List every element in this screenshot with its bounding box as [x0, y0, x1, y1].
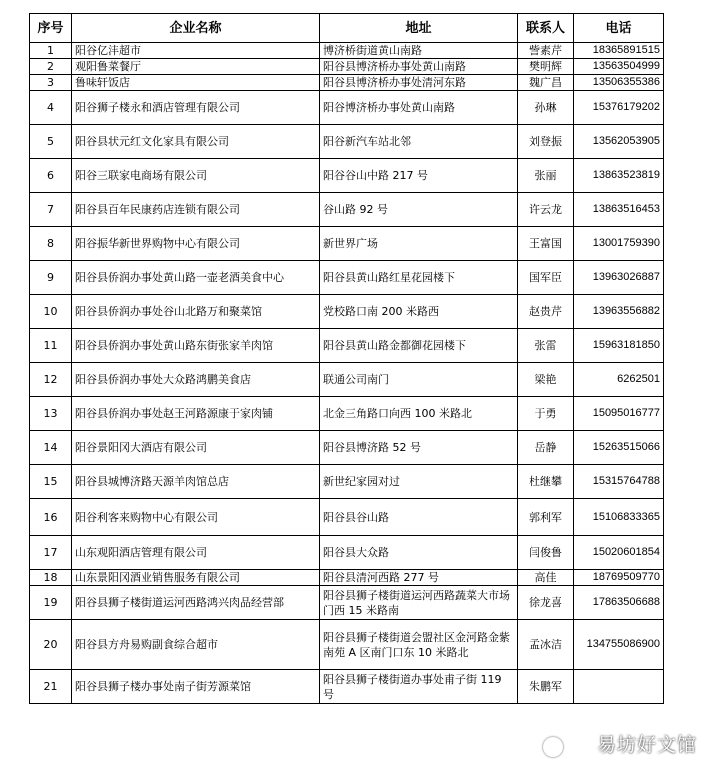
enterprise-table	[29, 13, 664, 704]
cell-address: 阳谷县博济路 52 号	[320, 431, 518, 465]
cell-seq: 3	[30, 75, 72, 91]
cell-phone: 18365891515	[574, 43, 664, 59]
cell-seq: 4	[30, 91, 72, 125]
cell-phone: 18769509770	[574, 570, 664, 586]
cell-phone: 15263515066	[574, 431, 664, 465]
cell-phone: 17863506688	[574, 586, 664, 620]
cell-seq: 16	[30, 499, 72, 536]
table-row	[30, 329, 664, 363]
cell-address: 阳谷县大众路	[320, 536, 518, 570]
cell-contact: 高佳	[518, 570, 574, 586]
cell-name: 阳谷县侨润办事处谷山北路万和聚菜馆	[72, 295, 320, 329]
cell-address: 阳谷博济桥办事处黄山南路	[320, 91, 518, 125]
cell-name: 阳谷县狮子楼办事处南子街芳源菜馆	[72, 670, 320, 704]
table-row	[30, 75, 664, 91]
cell-phone: 15963181850	[574, 329, 664, 363]
table-row	[30, 586, 664, 620]
cell-contact: 张丽	[518, 159, 574, 193]
cell-contact: 魏广昌	[518, 75, 574, 91]
watermark-logo-icon	[543, 737, 563, 757]
cell-name: 鲁味轩饭店	[72, 75, 320, 91]
cell-phone: 15106833365	[574, 499, 664, 536]
cell-name: 山东景阳冈酒业销售服务有限公司	[72, 570, 320, 586]
cell-contact: 徐龙喜	[518, 586, 574, 620]
header-phone: 电话	[574, 14, 664, 43]
table-row	[30, 431, 664, 465]
cell-name: 山东观阳酒店管理有限公司	[72, 536, 320, 570]
cell-address: 阳谷新汽车站北邻	[320, 125, 518, 159]
cell-address: 阳谷县清河西路 277 号	[320, 570, 518, 586]
cell-seq: 2	[30, 59, 72, 75]
cell-address: 阳谷县狮子楼街道办事处甫子街 119 号	[320, 670, 518, 704]
cell-phone: 13963556882	[574, 295, 664, 329]
table-row	[30, 261, 664, 295]
cell-name: 阳谷亿沣超市	[72, 43, 320, 59]
cell-contact: 赵贵芹	[518, 295, 574, 329]
cell-contact: 朱鹏军	[518, 670, 574, 704]
cell-name: 阳谷狮子楼永和酒店管理有限公司	[72, 91, 320, 125]
cell-phone: 13562053905	[574, 125, 664, 159]
cell-contact: 闫俊鲁	[518, 536, 574, 570]
table-row	[30, 125, 664, 159]
cell-address: 新世纪家园对过	[320, 465, 518, 499]
cell-seq: 14	[30, 431, 72, 465]
cell-contact: 孙琳	[518, 91, 574, 125]
cell-name: 阳谷县侨润办事处大众路鸿鹏美食店	[72, 363, 320, 397]
table-row	[30, 570, 664, 586]
table-row	[30, 295, 664, 329]
cell-seq: 6	[30, 159, 72, 193]
cell-seq: 19	[30, 586, 72, 620]
table-row	[30, 363, 664, 397]
cell-name: 阳谷县侨润办事处黄山路一壶老酒美食中心	[72, 261, 320, 295]
cell-phone: 13506355386	[574, 75, 664, 91]
cell-seq: 9	[30, 261, 72, 295]
cell-name: 阳谷县侨润办事处黄山路东街张家羊肉馆	[72, 329, 320, 363]
cell-seq: 18	[30, 570, 72, 586]
cell-seq: 20	[30, 620, 72, 670]
cell-address: 谷山路 92 号	[320, 193, 518, 227]
table-row	[30, 536, 664, 570]
cell-contact: 国军臣	[518, 261, 574, 295]
cell-phone: 6262501	[574, 363, 664, 397]
cell-seq: 5	[30, 125, 72, 159]
cell-contact: 刘登振	[518, 125, 574, 159]
cell-phone: 134755086900	[574, 620, 664, 670]
cell-phone	[574, 670, 664, 704]
cell-seq: 15	[30, 465, 72, 499]
cell-name: 阳谷三联家电商场有限公司	[72, 159, 320, 193]
cell-contact: 郭利军	[518, 499, 574, 536]
cell-seq: 8	[30, 227, 72, 261]
cell-phone: 15095016777	[574, 397, 664, 431]
cell-name: 阳谷县状元红文化家具有限公司	[72, 125, 320, 159]
cell-address: 阳谷县狮子楼街道会盟社区金河路金紫南苑 A 区南门口东 10 米路北	[320, 620, 518, 670]
cell-address: 阳谷县黄山路金都御花园楼下	[320, 329, 518, 363]
cell-contact: 梁艳	[518, 363, 574, 397]
table-row	[30, 227, 664, 261]
cell-name: 阳谷县城博济路天源羊肉馆总店	[72, 465, 320, 499]
header-seq: 序号	[30, 14, 72, 43]
cell-contact: 樊明辉	[518, 59, 574, 75]
cell-seq: 7	[30, 193, 72, 227]
cell-phone: 13001759390	[574, 227, 664, 261]
cell-address: 阳谷县谷山路	[320, 499, 518, 536]
table-row	[30, 159, 664, 193]
table-row	[30, 193, 664, 227]
cell-phone: 13963026887	[574, 261, 664, 295]
cell-address: 阳谷县黄山路红星花园楼下	[320, 261, 518, 295]
cell-address: 阳谷县博济桥办事处黄山南路	[320, 59, 518, 75]
cell-contact: 孟冰洁	[518, 620, 574, 670]
table-row	[30, 59, 664, 75]
cell-name: 阳谷县方舟易购副食综合超市	[72, 620, 320, 670]
table-row	[30, 465, 664, 499]
cell-name: 阳谷振华新世界购物中心有限公司	[72, 227, 320, 261]
table-row	[30, 620, 664, 670]
cell-address: 阳谷县博济桥办事处清河东路	[320, 75, 518, 91]
cell-address: 北金三角路口向西 100 米路北	[320, 397, 518, 431]
table-row	[30, 397, 664, 431]
cell-address: 阳谷县狮子楼街道运河西路蔬菜大市场门西 15 米路南	[320, 586, 518, 620]
cell-seq: 17	[30, 536, 72, 570]
table-row	[30, 91, 664, 125]
cell-address: 党校路口南 200 米路西	[320, 295, 518, 329]
table-row	[30, 670, 664, 704]
table-row	[30, 499, 664, 536]
cell-name: 阳谷县百年民康药店连锁有限公司	[72, 193, 320, 227]
cell-contact: 岳静	[518, 431, 574, 465]
cell-contact: 王富国	[518, 227, 574, 261]
cell-name: 阳谷利客来购物中心有限公司	[72, 499, 320, 536]
cell-address: 阳谷谷山中路 217 号	[320, 159, 518, 193]
header-address: 地址	[320, 14, 518, 43]
cell-contact: 许云龙	[518, 193, 574, 227]
cell-name: 阳谷县侨润办事处赵王河路源康于家肉铺	[72, 397, 320, 431]
cell-contact: 于勇	[518, 397, 574, 431]
cell-phone: 13863516453	[574, 193, 664, 227]
cell-seq: 1	[30, 43, 72, 59]
header-name: 企业名称	[72, 14, 320, 43]
cell-contact: 杜继攀	[518, 465, 574, 499]
cell-seq: 11	[30, 329, 72, 363]
table-row	[30, 43, 664, 59]
cell-phone: 15376179202	[574, 91, 664, 125]
cell-address: 博济桥街道黄山南路	[320, 43, 518, 59]
cell-phone: 15315764788	[574, 465, 664, 499]
watermark: 易坊好文馆	[596, 734, 697, 756]
cell-seq: 21	[30, 670, 72, 704]
cell-phone: 15020601854	[574, 536, 664, 570]
cell-name: 阳谷景阳冈大酒店有限公司	[72, 431, 320, 465]
cell-name: 观阳鲁菜餐厅	[72, 59, 320, 75]
cell-name: 阳谷县狮子楼街道运河西路鸿兴肉品经营部	[72, 586, 320, 620]
cell-phone: 13563504999	[574, 59, 664, 75]
header-row	[30, 14, 664, 43]
cell-phone: 13863523819	[574, 159, 664, 193]
header-contact: 联系人	[518, 14, 574, 43]
cell-address: 联通公司南门	[320, 363, 518, 397]
cell-seq: 13	[30, 397, 72, 431]
cell-seq: 10	[30, 295, 72, 329]
cell-contact: 张雷	[518, 329, 574, 363]
cell-address: 新世界广场	[320, 227, 518, 261]
cell-contact: 訾素芹	[518, 43, 574, 59]
cell-seq: 12	[30, 363, 72, 397]
